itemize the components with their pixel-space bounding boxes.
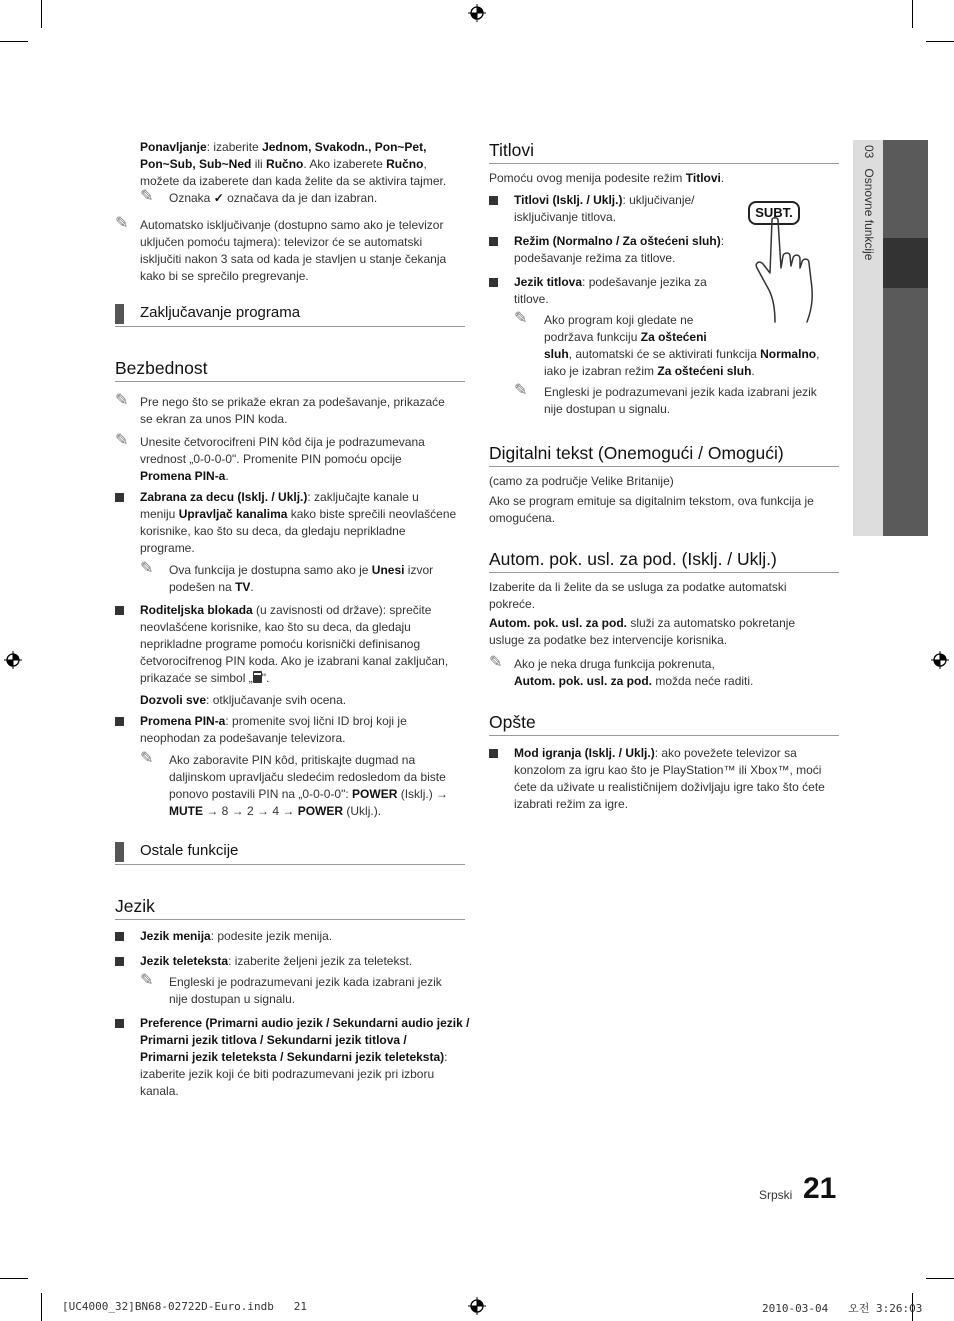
heading-opste: Opšte (489, 712, 839, 736)
heading-bar (115, 842, 124, 862)
crop-mark (0, 41, 28, 42)
titlovi-item-2: Režim (Normalno / Za oštećeni sluh): podešavanje režima za titlove. (514, 234, 725, 265)
mod-igranja-item: Mod igranja (Isklj. / Uklj.): ako povežete televizor sa konzolom za igru kao što je PlayStation™ ili Xbox™, moći ćete da uživate u realističnijem doživljaju igre tako što ćete izabrati režim za igre. (514, 746, 825, 811)
subt-button: SUBT. (748, 201, 800, 225)
heading-digitalni-tekst: Digitalni tekst (Onemogući / Omogući) (489, 443, 839, 467)
crop-mark (41, 0, 42, 28)
chapter-tab-dark (883, 140, 928, 536)
promena-note: Ako zaboravite PIN kôd, pritiskajte dugmad na daljinskom upravljaču sledećim redosledom da biste ponovo postavili PIN na „0-0-0-0": POWER (Isklj.) → MUTE → 8 → 2 → 4 → POWER (Uklj.). (169, 753, 449, 818)
subsection-heading-zakljucavanje: Zaključavanje programa (115, 304, 465, 327)
bullet (489, 237, 498, 246)
oznaka-note: Oznaka ✓ označava da je dan izabran. (169, 191, 378, 205)
zabrana-item: Zabrana za decu (Isklj. / Uklj.): zaključajte kanale u meniju Upravljač kanalima kako biste sprečili neovlašćene korisnike, kao što su deca, da gledaju neprikladne programe. (140, 490, 457, 555)
file-info: [UC4000_32]BN68-02722D-Euro.indb 21 (62, 1300, 308, 1313)
autom-desc-2: Autom. pok. usl. za pod. služi za automatsko pokretanje usluge za podatke bez intervencije korisnika. (489, 616, 796, 647)
zabrana-note: Ova funkcija je dostupna samo ako je Unesi izvor podešen na TV. (169, 563, 434, 594)
print-date: 2010-03-04 오전 3:26:03 (762, 1302, 923, 1315)
bullet (115, 717, 124, 726)
page-language: Srpski (759, 1188, 793, 1202)
digitalni-desc: Ako se program emituje sa digitalnim tekstom, ova funkcija je omogućena. (489, 494, 814, 525)
crop-mark (41, 1293, 42, 1321)
roditeljska-item: Roditeljska blokada (u zavisnosti od države): sprečite neovlašćene korisnike, kao što su deca, da gledaju neprikladne programe pomoću korisnički definisanog četvorocifrenog PIN koda. Ako je izabrani kanal zaključan, prikazaće se simbol „ ". (140, 603, 449, 685)
autom-desc-1: Izaberite da li želite da se usluga za podatke automatski pokreće. (489, 580, 787, 611)
note-icon: ✎ (140, 970, 154, 989)
note-icon: ✎ (514, 380, 528, 399)
note-icon: ✎ (489, 652, 503, 671)
subsection-heading-ostale: Ostale funkcije (115, 842, 465, 865)
bullet (489, 196, 498, 205)
registration-mark-icon (468, 4, 486, 22)
dozvoli-sve: Dozvoli sve: otključavanje svih ocena. (140, 693, 347, 707)
titlovi-note-1: Ako program koji gledate ne podržava funkciju Za oštećeni sluh, automatski će se aktivirati funkcija Normalno, iako je izabran režim Za oštećeni sluh. (544, 313, 820, 378)
heading-titlovi: Titlovi (489, 140, 839, 164)
note-icon: ✎ (115, 390, 129, 409)
bullet (489, 278, 498, 287)
note-icon: ✎ (514, 308, 528, 327)
titlovi-note-2: Engleski je podrazumevani jezik kada izabrani jezik nije dostupan u signalu. (544, 385, 817, 416)
preference-item: Preference (Primarni audio jezik / Sekundarni audio jezik / Primarni jezik titlova / Sekundarni jezik titlova / Primarni jezik teleteksta / Sekundarni jezik teleteksta): izaberite jezik koji će biti podrazumevani jezik pri izboru kanala. (140, 1016, 470, 1098)
titlovi-intro: Pomoću ovog menija podesite režim Titlovi. (489, 171, 725, 185)
bullet (115, 932, 124, 941)
titlovi-item-3: Jezik titlova: podešavanje jezika za titlove. (514, 275, 707, 306)
crop-mark (926, 1278, 954, 1279)
jezik-menija-item: Jezik menija: podesite jezik menija. (140, 929, 333, 943)
heading-bezbednost: Bezbednost (115, 358, 465, 382)
bezbednost-note-1: Pre nego što se prikaže ekran za podešavanje, prikazaće se ekran za unos PIN koda. (140, 395, 445, 426)
bullet (115, 957, 124, 966)
chapter-tab-marker (883, 238, 928, 288)
heading-jezik: Jezik (115, 896, 465, 920)
bullet (115, 493, 124, 502)
heading-bar (115, 304, 124, 324)
subt-button-illustration (745, 198, 835, 328)
lock-icon (253, 675, 262, 683)
bullet (489, 749, 498, 758)
note-icon: ✎ (140, 748, 154, 767)
promena-item: Promena PIN-a: promenite svoj lični ID broj koji je neophodan za podešavanje televizora. (140, 714, 407, 745)
crop-mark (912, 0, 913, 28)
ponavljanje-paragraph: Ponavljanje: izaberite Jednom, Svakodn., Pon~Pet, Pon~Sub, Sub~Ned ili Ručno. Ako izaberete Ručno, možete da izaberete dan kada želite da se aktivira tajmer. (140, 140, 447, 188)
autom-note: Ako je neka druga funkcija pokrenuta, Autom. pok. usl. za pod. možda neće raditi. (514, 657, 754, 688)
bullet (115, 606, 124, 615)
titlovi-item-1: Titlovi (Isklj. / Uklj.): uključivanje/ isključivanje titlova. (514, 193, 695, 224)
note-icon: ✎ (115, 213, 129, 232)
digitalni-region: (camo za područje Velike Britanije) (489, 474, 674, 488)
bullet (115, 1019, 124, 1028)
note-icon: ✎ (140, 186, 154, 205)
checkmark-icon: ✓ (213, 191, 224, 205)
crop-mark (926, 41, 954, 42)
heading-autom-pok: Autom. pok. usl. za pod. (Isklj. / Uklj.) (489, 549, 839, 573)
jezik-note: Engleski je podrazumevani jezik kada izabrani jezik nije dostupan u signalu. (169, 975, 442, 1006)
jezik-teleteksta-item: Jezik teleteksta: izaberite željeni jezik za teletekst. (140, 954, 413, 968)
crop-mark (0, 1278, 28, 1279)
registration-mark-icon (468, 1297, 486, 1315)
registration-mark-icon (931, 651, 949, 669)
auto-off-note: Automatsko isključivanje (dostupno samo ako je televizor uključen pomoću tajmera): televizor će se automatski isključiti nakon 3 sata od kada je stavljen u stanje čekanja kako bi se sprečilo pregrevanje. (140, 218, 447, 283)
note-icon: ✎ (140, 558, 154, 577)
registration-mark-icon (4, 651, 22, 669)
chapter-label: 03 Osnovne funkcije (862, 145, 876, 261)
page-number: 21 (803, 1172, 837, 1205)
pointing-hand-icon (745, 198, 835, 328)
note-icon: ✎ (115, 430, 129, 449)
bezbednost-note-2: Unesite četvorocifreni PIN kôd čija je podrazumevana vrednost „0-0-0-0". Promenite PIN pomoću opcije Promena PIN-a. (140, 435, 425, 483)
